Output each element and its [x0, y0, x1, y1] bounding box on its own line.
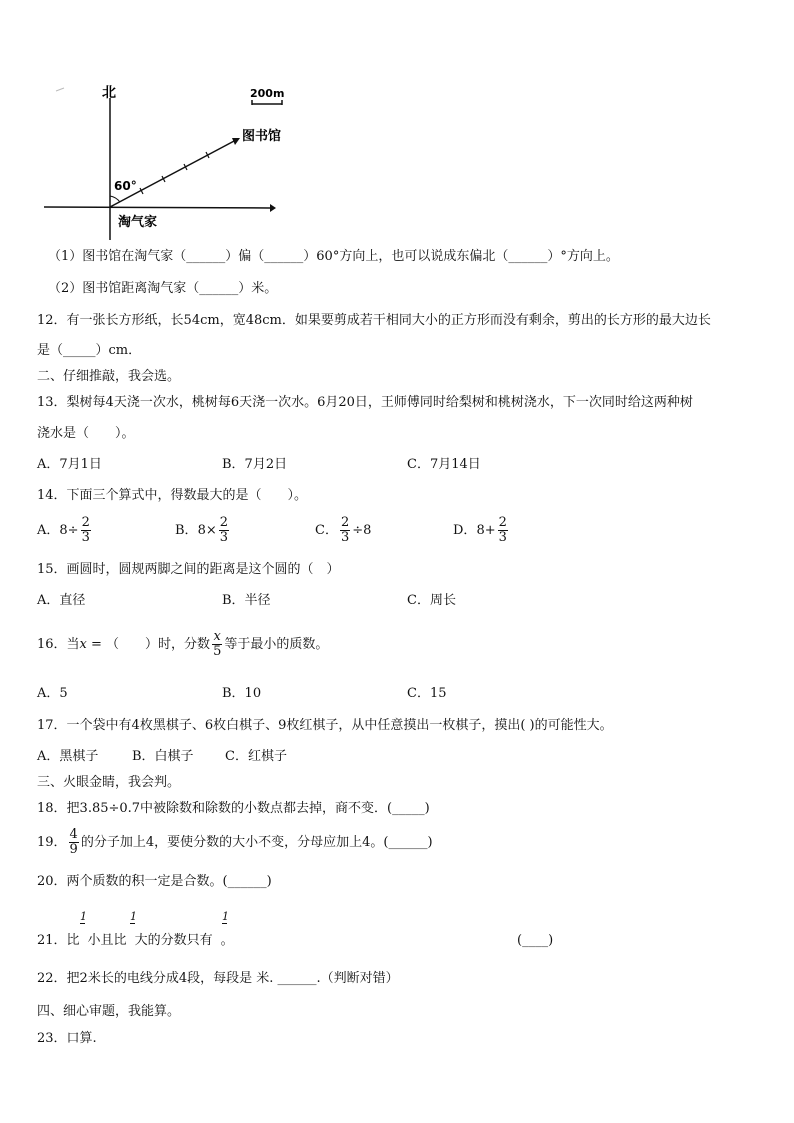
- north-label: 北: [102, 85, 116, 101]
- section-3-heading: 三、火眼金睛，我会判。: [37, 775, 181, 790]
- q15-option-b: B．半径: [222, 593, 271, 608]
- q21-p2: 小且比: [87, 933, 127, 948]
- q14-a-label: A．: [37, 523, 60, 538]
- q22: 22．把2米长的电线分成4段，每段是 米. ______.（判断对错）: [37, 971, 399, 986]
- q15-option-a: A．直径: [37, 593, 86, 608]
- denominator: 3: [498, 530, 507, 545]
- q13-line2: 浇水是（ ）。: [37, 426, 135, 441]
- q16-stem: [37, 630, 328, 659]
- denominator: 5: [213, 644, 222, 659]
- q21-fraction-1: [80, 911, 87, 930]
- q12-line1: 12．有一张长方形纸，长54cm，宽48cm．如果要剪成若干相同大小的正方形而没有剩余，剪出的长方形的最大边长: [37, 313, 711, 328]
- numerator: 1: [80, 910, 87, 923]
- numerator: 2: [340, 515, 350, 530]
- numerator: 4: [69, 827, 78, 842]
- q21-p3: 大的分数只有: [134, 933, 213, 948]
- fraction: [340, 516, 350, 545]
- fraction: [498, 516, 508, 545]
- fraction: [81, 516, 91, 545]
- fraction-bar: [130, 923, 135, 930]
- q13-option-a: A．7月1日: [37, 457, 102, 472]
- q15-stem: 15．画圆时，圆规两脚之间的距离是这个圆的（ ）: [37, 562, 340, 577]
- library-label: 图书馆: [242, 129, 282, 144]
- denominator: 9: [69, 842, 78, 857]
- fraction: [69, 828, 79, 857]
- q21-stem: [37, 932, 234, 950]
- fraction-bar: [80, 923, 85, 930]
- q15-option-c: C．周长: [407, 593, 456, 608]
- section-2-heading: 二、仔细推敲，我会选。: [37, 369, 181, 384]
- numerator: x: [213, 629, 221, 644]
- section-4-heading: 四、细心审题，我能算。: [37, 1004, 181, 1019]
- q20: 20．两个质数的积一定是合数。(______): [37, 874, 272, 889]
- fraction: [212, 630, 222, 659]
- denominator: 3: [340, 530, 350, 545]
- q14-option-c: [315, 516, 371, 545]
- q16-option-a: A．5: [37, 686, 68, 701]
- q17-option-c: C．红棋子: [225, 749, 287, 764]
- angle-label: 60°: [114, 179, 137, 193]
- q23: 23．口算.: [37, 1031, 97, 1046]
- q14-a-expr: 8÷: [59, 523, 79, 538]
- q14-c-expr: ÷8: [352, 523, 372, 538]
- q11-sub1: （1）图书馆在淘气家（______）偏（______）60°方向上，也可以说成东偏北（______）°方向上。: [48, 249, 619, 264]
- q11-sub2: （2）图书馆距离淘气家（______）米。: [48, 281, 278, 296]
- q12-line2: 是（_____）cm．: [37, 343, 142, 358]
- numerator: 2: [81, 515, 90, 530]
- q14-b-label: B．: [175, 523, 198, 538]
- q13-line1: 13．梨树每4天浇一次水，桃树每6天浇一次水。6月20日，王师傅同时给梨树和桃树浇水，下一次同时给这两种树: [37, 395, 693, 410]
- angle-arc: [110, 196, 120, 202]
- q16-post: 等于最小的质数。: [224, 637, 329, 652]
- q14-stem: 14．下面三个算式中，得数最大的是（ ）。: [37, 488, 308, 503]
- numerator: 2: [219, 515, 229, 530]
- q18: 18．把3.85÷0.7中被除数和除数的小数点都去掉，商不变．(_____): [37, 801, 430, 816]
- numerator: 2: [498, 515, 507, 530]
- fraction: [219, 516, 229, 545]
- q16-pre: 16．当: [37, 637, 80, 652]
- q13-option-b: B．7月2日: [222, 457, 288, 472]
- q17-stem: 17．一个袋中有4枚黑棋子、6枚白棋子、9枚红棋子，从中任意摸出一枚棋子，摸出( )的可能性大。: [37, 718, 613, 733]
- q14-d-expr: 8+: [476, 523, 496, 538]
- q14-option-b: [175, 516, 231, 545]
- scan-speck: [56, 88, 64, 91]
- q21-blank: (____): [517, 933, 554, 948]
- q19: [37, 828, 433, 857]
- q19-label: 19．: [37, 835, 67, 850]
- q16-option-b: B．10: [222, 686, 262, 701]
- compass-diagram: [0, 0, 794, 240]
- q13-option-c: C．7月14日: [407, 457, 481, 472]
- q16-option-c: C．15: [407, 686, 447, 701]
- scale-label: 200m: [250, 87, 285, 100]
- q17-option-b: B．白棋子: [132, 749, 194, 764]
- q19-text: 的分子加上4，要使分数的大小不变，分母应加上4。(______): [80, 835, 433, 850]
- library-ray: [110, 140, 236, 207]
- numerator: 1: [222, 910, 229, 923]
- numerator: 1: [130, 910, 137, 923]
- q21-p4: 。: [220, 933, 234, 948]
- fraction-bar: [222, 923, 227, 930]
- denominator: 3: [219, 530, 229, 545]
- q21-fraction-3: [222, 911, 229, 930]
- q14-c-label: C．: [315, 523, 338, 538]
- east-west-axis: [44, 207, 270, 208]
- q16-variable: x: [79, 637, 87, 652]
- q14-option-a: [37, 516, 93, 545]
- q14-option-d: [453, 516, 510, 545]
- q21-fraction-2: [130, 911, 137, 930]
- q14-b-expr: 8×: [197, 523, 217, 538]
- denominator: 3: [81, 530, 90, 545]
- q14-d-label: D．: [453, 523, 477, 538]
- home-label: 淘气家: [118, 215, 158, 230]
- east-arrow-icon: [270, 204, 276, 212]
- q16-mid: = （ ）时，分数: [86, 637, 211, 652]
- q21-p1: 21．比: [37, 933, 80, 948]
- q17-option-a: A．黑棋子: [37, 749, 99, 764]
